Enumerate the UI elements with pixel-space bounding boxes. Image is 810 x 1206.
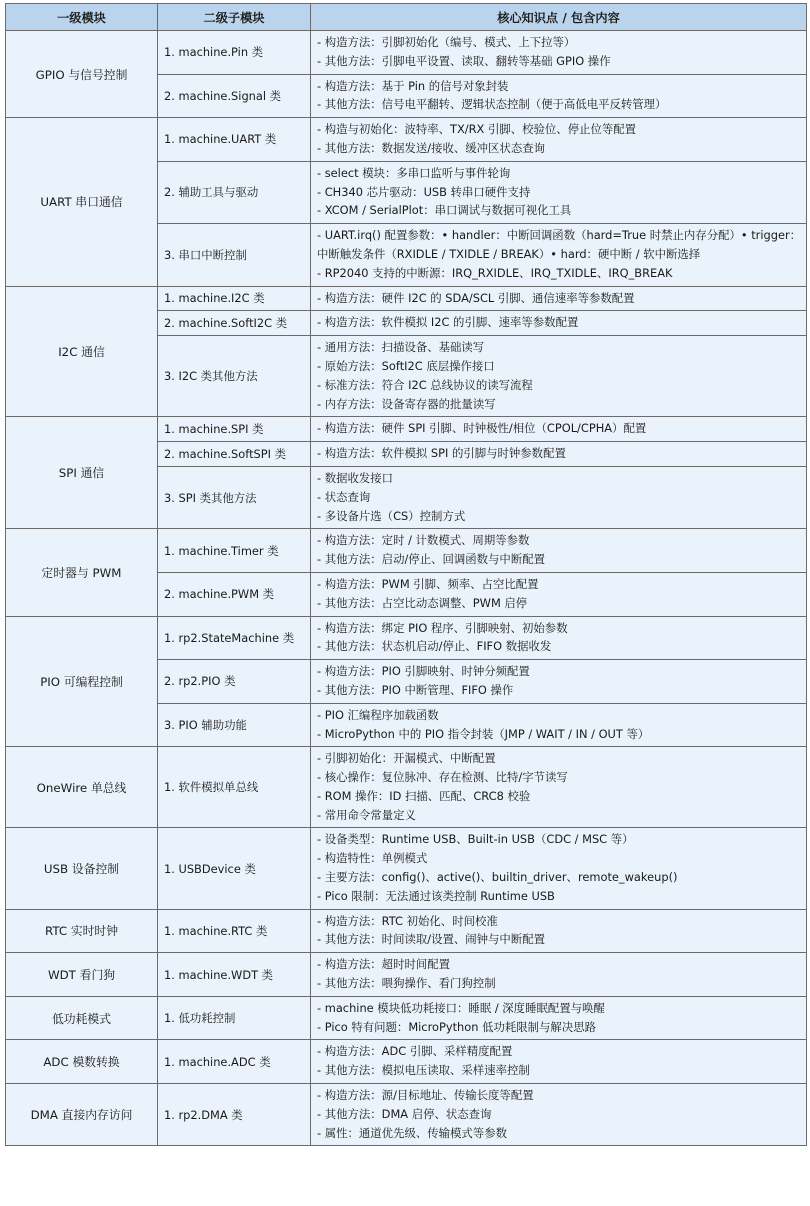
key-point-line: - 状态查询: [317, 489, 371, 504]
key-point-line: - 构造方法：引脚初始化（编号、模式、上下拉等）: [317, 35, 576, 49]
key-points-cell: [311, 311, 807, 336]
table-row: [6, 616, 807, 660]
key-points-cell: [311, 703, 807, 747]
submodule-name-cell: 2. machine.SoftSPI 类: [158, 442, 311, 467]
key-point-line: - 其他方法：DMA 启停、状态查询: [317, 1106, 492, 1121]
key-point-line: - 其他方法：启动/停止、回调函数与中断配置: [317, 552, 545, 567]
key-point-line: - 构造与初始化：波特率、TX/RX 引脚、校验位、停止位等配置: [317, 122, 637, 137]
module-name-cell: I2C 通信: [6, 286, 158, 417]
key-point-line: - Pico 特有问题：MicroPython 低功耗限制与解决思路: [317, 1019, 596, 1034]
key-point-line: - 构造方法：ADC 引脚、采样精度配置: [317, 1044, 513, 1059]
table-row: [6, 31, 807, 75]
key-point-line: - 核心操作：复位脉冲、存在检测、比特/字节读写: [317, 770, 568, 785]
module-name-cell: RTC 实时时钟: [6, 909, 158, 953]
key-point-line: - 引脚初始化：开漏模式、中断配置: [317, 751, 496, 766]
table-row: [6, 953, 807, 997]
submodule-name-cell: 3. 串口中断控制: [158, 224, 311, 286]
key-point-line: - 数据收发接口: [317, 470, 394, 485]
table-row: [6, 417, 807, 442]
submodule-name-cell: 1. rp2.DMA 类: [158, 1084, 311, 1146]
module-name-cell: PIO 可编程控制: [6, 616, 158, 747]
key-point-line: - 其他方法：喂狗操作、看门狗控制: [317, 976, 496, 991]
submodule-name-cell: 3. PIO 辅助功能: [158, 703, 311, 747]
submodule-name-cell: 1. rp2.StateMachine 类: [158, 616, 311, 660]
submodule-name-cell: 1. machine.UART 类: [158, 118, 311, 162]
key-point-line: - UART.irq() 配置参数：• handler：中断回调函数（hard=True 时禁止内存分配）• trigger：中断触发条件（RXIDLE / TXIDLE / BREAK）• hard：硬中断 / 软中断选择: [317, 228, 802, 261]
key-points-cell: [311, 161, 807, 223]
key-points-cell: [311, 224, 807, 286]
key-point-line: - 其他方法：引脚电平设置、读取、翻转等基础 GPIO 操作: [317, 53, 611, 68]
key-point-line: - 构造方法：PIO 引脚映射、时钟分频配置: [317, 664, 530, 679]
key-points-cell: [311, 828, 807, 909]
header-module: 一级模块: [6, 4, 158, 31]
submodule-name-cell: 1. 软件模拟单总线: [158, 747, 311, 828]
key-points-cell: [311, 118, 807, 162]
submodule-name-cell: 1. machine.Pin 类: [158, 31, 311, 75]
knowledge-table-container: [5, 3, 806, 1146]
key-point-line: - 其他方法：模拟电压读取、采样速率控制: [317, 1063, 530, 1078]
key-points-cell: [311, 1084, 807, 1146]
table-row: [6, 996, 807, 1040]
key-points-cell: [311, 572, 807, 616]
table-row: [6, 747, 807, 828]
module-name-cell: DMA 直接内存访问: [6, 1084, 158, 1146]
submodule-name-cell: 1. machine.Timer 类: [158, 529, 311, 573]
table-row: [6, 1084, 807, 1146]
module-name-cell: GPIO 与信号控制: [6, 31, 158, 118]
key-point-line: - machine 模块低功耗接口：睡眠 / 深度睡眠配置与唤醒: [317, 1000, 605, 1015]
key-point-line: - 多设备片选（CS）控制方式: [317, 508, 466, 523]
key-point-line: - 构造方法：RTC 初始化、时间校准: [317, 913, 498, 928]
table-row: [6, 286, 807, 311]
key-point-line: - 构造方法：源/目标地址、传输长度等配置: [317, 1088, 534, 1103]
key-point-line: - 其他方法：PIO 中断管理、FIFO 操作: [317, 682, 514, 697]
submodule-name-cell: 1. machine.RTC 类: [158, 909, 311, 953]
key-point-line: - 构造方法：软件模拟 SPI 的引脚与时钟参数配置: [317, 446, 566, 461]
module-name-cell: SPI 通信: [6, 417, 158, 529]
key-point-line: - PIO 汇编程序加载函数: [317, 707, 439, 722]
key-points-cell: [311, 747, 807, 828]
key-point-line: - 构造方法：PWM 引脚、频率、占空比配置: [317, 576, 539, 591]
key-point-line: - Pico 限制：无法通过该类控制 Runtime USB: [317, 888, 555, 903]
submodule-name-cell: 1. machine.I2C 类: [158, 286, 311, 311]
key-point-line: - XCOM / SerialPlot：串口调试与数据可视化工具: [317, 203, 572, 218]
key-point-line: - CH340 芯片驱动：USB 转串口硬件支持: [317, 184, 531, 199]
key-point-line: - 标准方法：符合 I2C 总线协议的读写流程: [317, 377, 533, 392]
module-name-cell: 定时器与 PWM: [6, 529, 158, 616]
submodule-name-cell: 3. SPI 类其他方法: [158, 466, 311, 528]
key-point-line: - 通用方法：扫描设备、基础读写: [317, 340, 485, 355]
key-point-line: - 主要方法：config()、active()、builtin_driver、remote_wakeup(): [317, 870, 678, 885]
module-name-cell: ADC 模数转换: [6, 1040, 158, 1084]
key-point-line: - 其他方法：信号电平翻转、逻辑状态控制（便于高低电平反转管理）: [317, 97, 667, 112]
module-name-cell: 低功耗模式: [6, 996, 158, 1040]
key-point-line: - RP2040 支持的中断源：IRQ_RXIDLE、IRQ_TXIDLE、IRQ_BREAK: [317, 265, 673, 280]
submodule-name-cell: 2. rp2.PIO 类: [158, 660, 311, 704]
knowledge-table: [5, 3, 807, 1146]
key-point-line: - 其他方法：时间读取/设置、闹钟与中断配置: [317, 932, 545, 947]
submodule-name-cell: 2. machine.Signal 类: [158, 74, 311, 118]
key-point-line: - 内存方法：设备寄存器的批量读写: [317, 396, 496, 411]
key-point-line: - MicroPython 中的 PIO 指令封装（JMP / WAIT / IN / OUT 等）: [317, 726, 650, 741]
key-point-line: - 其他方法：占空比动态调整、PWM 启停: [317, 595, 528, 610]
table-body: [6, 31, 807, 1146]
key-point-line: - 构造方法：超时时间配置: [317, 957, 451, 972]
key-point-line: - 构造方法：基于 Pin 的信号对象封装: [317, 78, 509, 93]
key-point-line: - 构造方法：硬件 I2C 的 SDA/SCL 引脚、通信速率等参数配置: [317, 290, 635, 305]
key-points-cell: [311, 336, 807, 417]
key-points-cell: [311, 286, 807, 311]
table-row: [6, 1040, 807, 1084]
key-points-cell: [311, 909, 807, 953]
key-point-line: - 构造方法：硬件 SPI 引脚、时钟极性/相位（CPOL/CPHA）配置: [317, 421, 647, 436]
key-points-cell: [311, 442, 807, 467]
key-point-line: - 原始方法：SoftI2C 底层操作接口: [317, 358, 495, 373]
key-point-line: - 设备类型：Runtime USB、Built-in USB（CDC / MSC 等）: [317, 832, 634, 847]
key-points-cell: [311, 417, 807, 442]
key-points-cell: [311, 1040, 807, 1084]
key-points-cell: [311, 996, 807, 1040]
key-points-cell: [311, 616, 807, 660]
submodule-name-cell: 1. 低功耗控制: [158, 996, 311, 1040]
submodule-name-cell: 2. machine.PWM 类: [158, 572, 311, 616]
table-row: [6, 828, 807, 909]
submodule-name-cell: 1. machine.SPI 类: [158, 417, 311, 442]
header-submodule: 二级子模块: [158, 4, 311, 31]
header-key-points: 核心知识点 / 包含内容: [311, 4, 807, 31]
module-name-cell: WDT 看门狗: [6, 953, 158, 997]
key-points-cell: [311, 660, 807, 704]
submodule-name-cell: 1. USBDevice 类: [158, 828, 311, 909]
key-points-cell: [311, 466, 807, 528]
table-header-row: [6, 4, 807, 31]
key-point-line: - select 模块：多串口监听与事件轮询: [317, 165, 511, 180]
key-points-cell: [311, 953, 807, 997]
table-row: [6, 529, 807, 573]
key-points-cell: [311, 74, 807, 118]
key-point-line: - ROM 操作：ID 扫描、匹配、CRC8 校验: [317, 788, 531, 803]
submodule-name-cell: 1. machine.WDT 类: [158, 953, 311, 997]
key-point-line: - 其他方法：数据发送/接收、缓冲区状态查询: [317, 140, 545, 155]
key-point-line: - 常用命令常量定义: [317, 807, 416, 822]
table-row: [6, 118, 807, 162]
submodule-name-cell: 1. machine.ADC 类: [158, 1040, 311, 1084]
module-name-cell: UART 串口通信: [6, 118, 158, 286]
submodule-name-cell: 3. I2C 类其他方法: [158, 336, 311, 417]
key-points-cell: [311, 529, 807, 573]
key-point-line: - 构造方法：定时 / 计数模式、周期等参数: [317, 533, 530, 548]
key-point-line: - 构造方法：绑定 PIO 程序、引脚映射、初始参数: [317, 620, 568, 635]
submodule-name-cell: 2. 辅助工具与驱动: [158, 161, 311, 223]
module-name-cell: OneWire 单总线: [6, 747, 158, 828]
module-name-cell: USB 设备控制: [6, 828, 158, 909]
key-point-line: - 其他方法：状态机启动/停止、FIFO 数据收发: [317, 639, 552, 654]
submodule-name-cell: 2. machine.SoftI2C 类: [158, 311, 311, 336]
key-point-line: - 属性：通道优先级、传输模式等参数: [317, 1125, 507, 1140]
key-points-cell: [311, 31, 807, 75]
key-point-line: - 构造特性：单例模式: [317, 851, 428, 866]
table-row: [6, 909, 807, 953]
key-point-line: - 构造方法：软件模拟 I2C 的引脚、速率等参数配置: [317, 315, 579, 330]
